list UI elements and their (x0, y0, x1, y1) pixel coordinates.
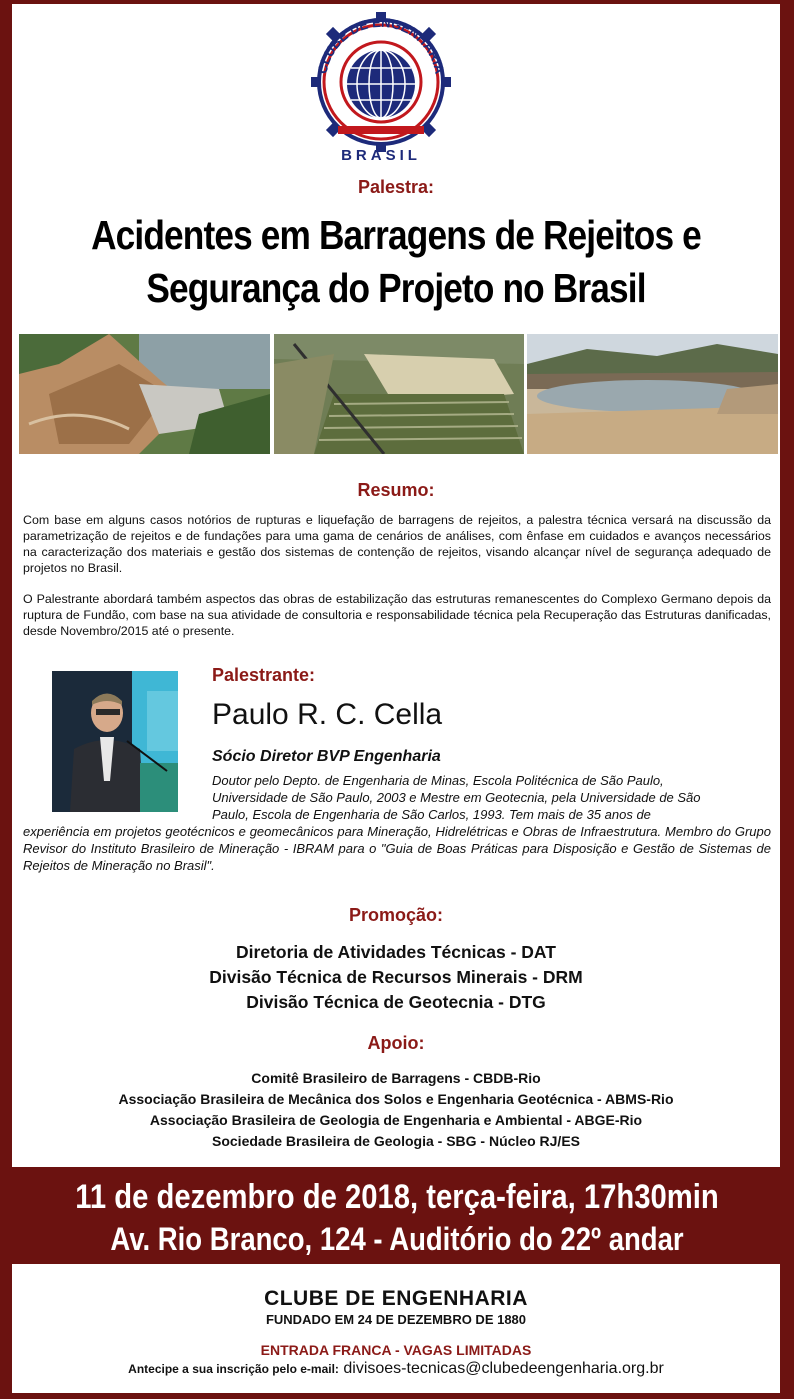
event-venue: Av. Rio Branco, 124 - Auditório do 22º andar (110, 1221, 684, 1257)
footer-signup (12, 1360, 780, 1378)
speaker-bio-line-3: Paulo, Escola de Engenharia de São Carlos, 1993. Tem mais de 35 anos de (212, 807, 651, 822)
summary-paragraph-2: O Palestrante abordará também aspectos das obras de estabilização das estruturas remanescentes do Complexo Germano depois da ruptura de Fundão, com base na sua atividade de consultoria e responsabilidade técnica pela Recuperação das Estruturas danificadas, desde Novembro/2015 até o presente. (23, 592, 771, 638)
support-item-abge: Associação Brasileira de Geologia de Engenharia e Ambiental - ABGE-Rio (149, 1112, 643, 1128)
support-item-sbg: Sociedade Brasileira de Geologia - SBG - Núcleo RJ/ES (212, 1133, 580, 1149)
support-heading: Apoio: (367, 1033, 425, 1053)
logo-ring-text: CLUBE DE ENGENHARIA (314, 14, 448, 76)
speaker-bio-line-2: Universidade de São Paulo, 2003 e Mestre em Geotecnia, pela Universidade de São (212, 790, 701, 805)
support-item-abms: Associação Brasileira de Mecânica dos Solos e Engenharia Geotécnica - ABMS-Rio (118, 1091, 674, 1107)
speaker-bio-line-1: Doutor pelo Depto. de Engenharia de Minas, Escola Politécnica de São Paulo, (212, 773, 664, 788)
talk-label: Palestra: (357, 177, 435, 197)
promotion-item-dtg: Divisão Técnica de Geotecnia - DTG (246, 992, 546, 1012)
tailings-slope-photo (274, 334, 524, 454)
club-logo-icon (308, 10, 454, 164)
title-line-2: Segurança do Projeto no Brasil (146, 265, 646, 311)
speaker-bio-rest: experiência em projetos geotécnicos e geomecânicos para Mineração, Hidrelétricas e Obras de Infraestrutura. Membro do Grupo Revisor do Instituto Brasileiro de Mineração - IBRAM para o "Guia de Boas Práticas para Disposição e Gestão de Sistemas de Rejeitos de Mineração no Brasil". (23, 824, 771, 873)
title-line-1: Acidentes em Barragens de Rejeitos e (91, 212, 701, 258)
summary-paragraph-1: Com base em alguns casos notórios de rupturas e liquefação de barragens de rejeitos, a palestra técnica versará na discussão da parametrização de rejeitos e de fundações para uma gama de cenários de análises, com ênfase em cuidados e avanços necessários na caracterização dos materiais e gestão dos sistemas de contenção de rejeitos, visando alcançar nível de segurança adequado de projetos no Brasil. (23, 513, 771, 575)
footer-club-name: CLUBE DE ENGENHARIA (264, 1287, 528, 1310)
dam-aerial-photo (19, 334, 270, 454)
event-date: 11 de dezembro de 2018, terça-feira, 17h30min (75, 1178, 719, 1216)
support-item-cbdb: Comitê Brasileiro de Barragens - CBDB-Rio (251, 1070, 541, 1086)
speaker-name: Paulo R. C. Cella (212, 698, 443, 731)
signup-label: Antecipe a sua inscrição pelo e-mail: (128, 1362, 339, 1376)
logo-country: BRASIL (341, 147, 421, 164)
speaker-photo (52, 671, 178, 812)
speaker-role: Sócio Diretor BVP Engenharia (212, 748, 441, 765)
promotion-item-dat: Diretoria de Atividades Técnicas - DAT (236, 942, 556, 962)
footer-founded: FUNDADO EM 24 DE DEZEMBRO DE 1880 (265, 1312, 527, 1327)
promotion-heading: Promoção: (348, 905, 444, 925)
footer-entry: ENTRADA FRANCA - VAGAS LIMITADAS (260, 1342, 532, 1358)
summary-heading: Resumo: (357, 480, 435, 500)
signup-email-link[interactable]: divisoes-tecnicas@clubedeengenharia.org.br (343, 1360, 664, 1377)
speaker-heading: Palestrante: (212, 665, 316, 685)
promotion-item-drm: Divisão Técnica de Recursos Minerais - DRM (209, 967, 583, 987)
reservoir-photo (527, 334, 778, 454)
